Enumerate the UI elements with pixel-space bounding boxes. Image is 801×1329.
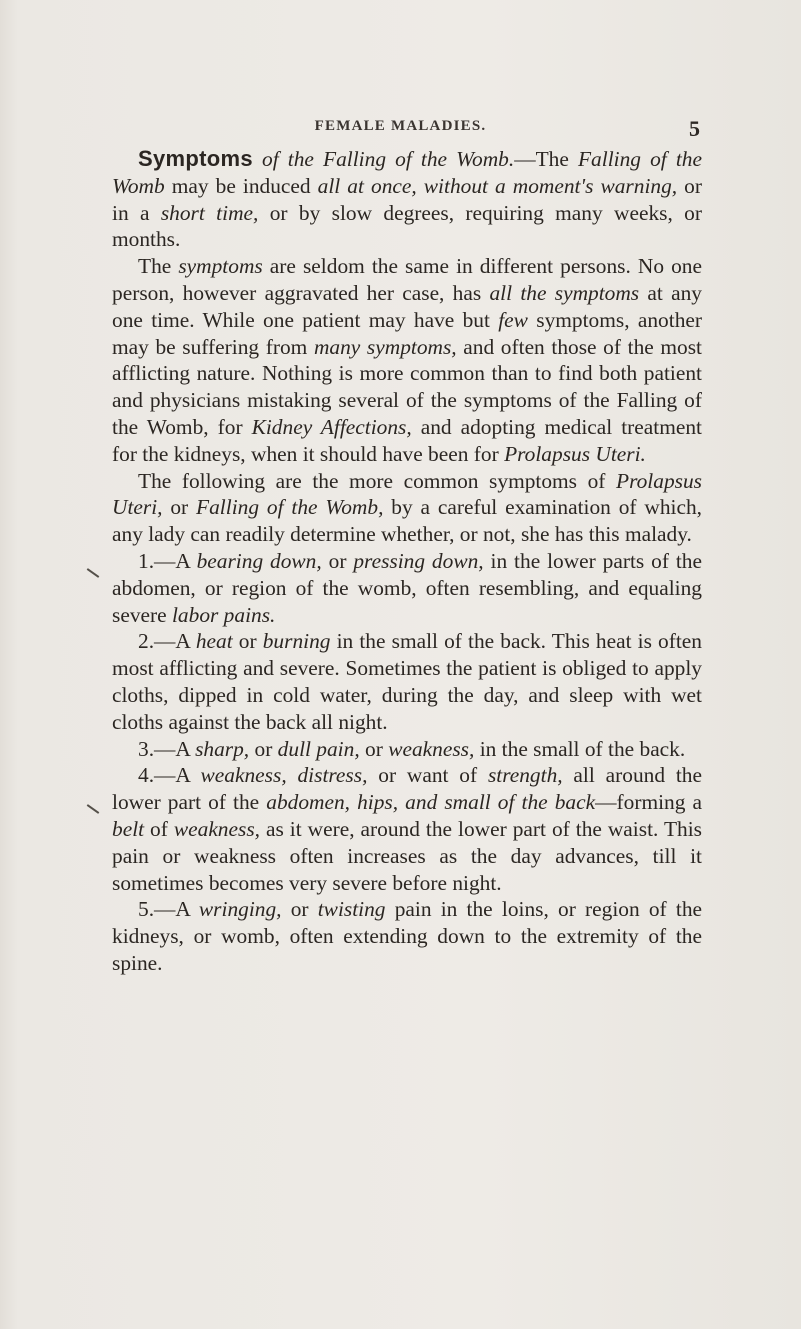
paragraph: 1.—A bearing down, or pressing down, in the lower parts of the abdomen, or region of the womb, often resembling, and equaling severe labor pains. [112, 548, 702, 627]
page-header [0, 116, 801, 140]
paragraph: 4.—A weakness, distress, or want of strength, all around the lower part of the abdomen, hips, and small of the back—forming a belt of weakness, as it were, around the lower part of the waist. This pain or weakness often increases as the day advances, till it sometimes becomes very severe before night. [112, 763, 702, 895]
running-title: FEMALE MALADIES. [314, 118, 487, 134]
margin-mark [87, 568, 100, 578]
paragraph: 2.—A heat or burning in the small of the back. This heat is often most afflicting and severe. Sometimes the patient is obliged to apply cloths, dipped in cold water, during the day, and sleep with wet cloths against the back all night. [112, 629, 702, 734]
paragraph: The symptoms are seldom the same in different persons. No one person, however aggravated her case, has all the symptoms at any one time. While one patient may have but few symptoms, another may be suffering from many symptoms, and often those of the most afflicting nature. Nothing is more common than to find both patient and physicians mistaking several of the symptoms of the Falling of the Womb, for Kidney Affections, and adopting medical treatment for the kidneys, when it should have been for Prolapsus Uteri. [112, 254, 703, 466]
margin-mark [87, 804, 100, 814]
paragraph: 5.—A wringing, or twisting pain in the loins, or region of the kidneys, or womb, often extending down to the extremity of the spine. [112, 897, 703, 975]
page-number: 5 [689, 116, 700, 141]
paragraph: Symptoms of the Falling of the Womb.—The Falling of the Womb may be induced all at once, without a moment's warning, or in a short time, or by slow degrees, requiring many weeks, or months. [112, 146, 703, 252]
paragraph: 3.—A sharp, or dull pain, or weakness, in the small of the back. [138, 736, 686, 761]
paragraph: The following are the more common symptoms of Prolapsus Uteri, or Falling of the Womb, by a careful examination of which, any lady can readily determine whether, or not, she has this malady. [112, 468, 703, 547]
body-text [112, 146, 702, 977]
